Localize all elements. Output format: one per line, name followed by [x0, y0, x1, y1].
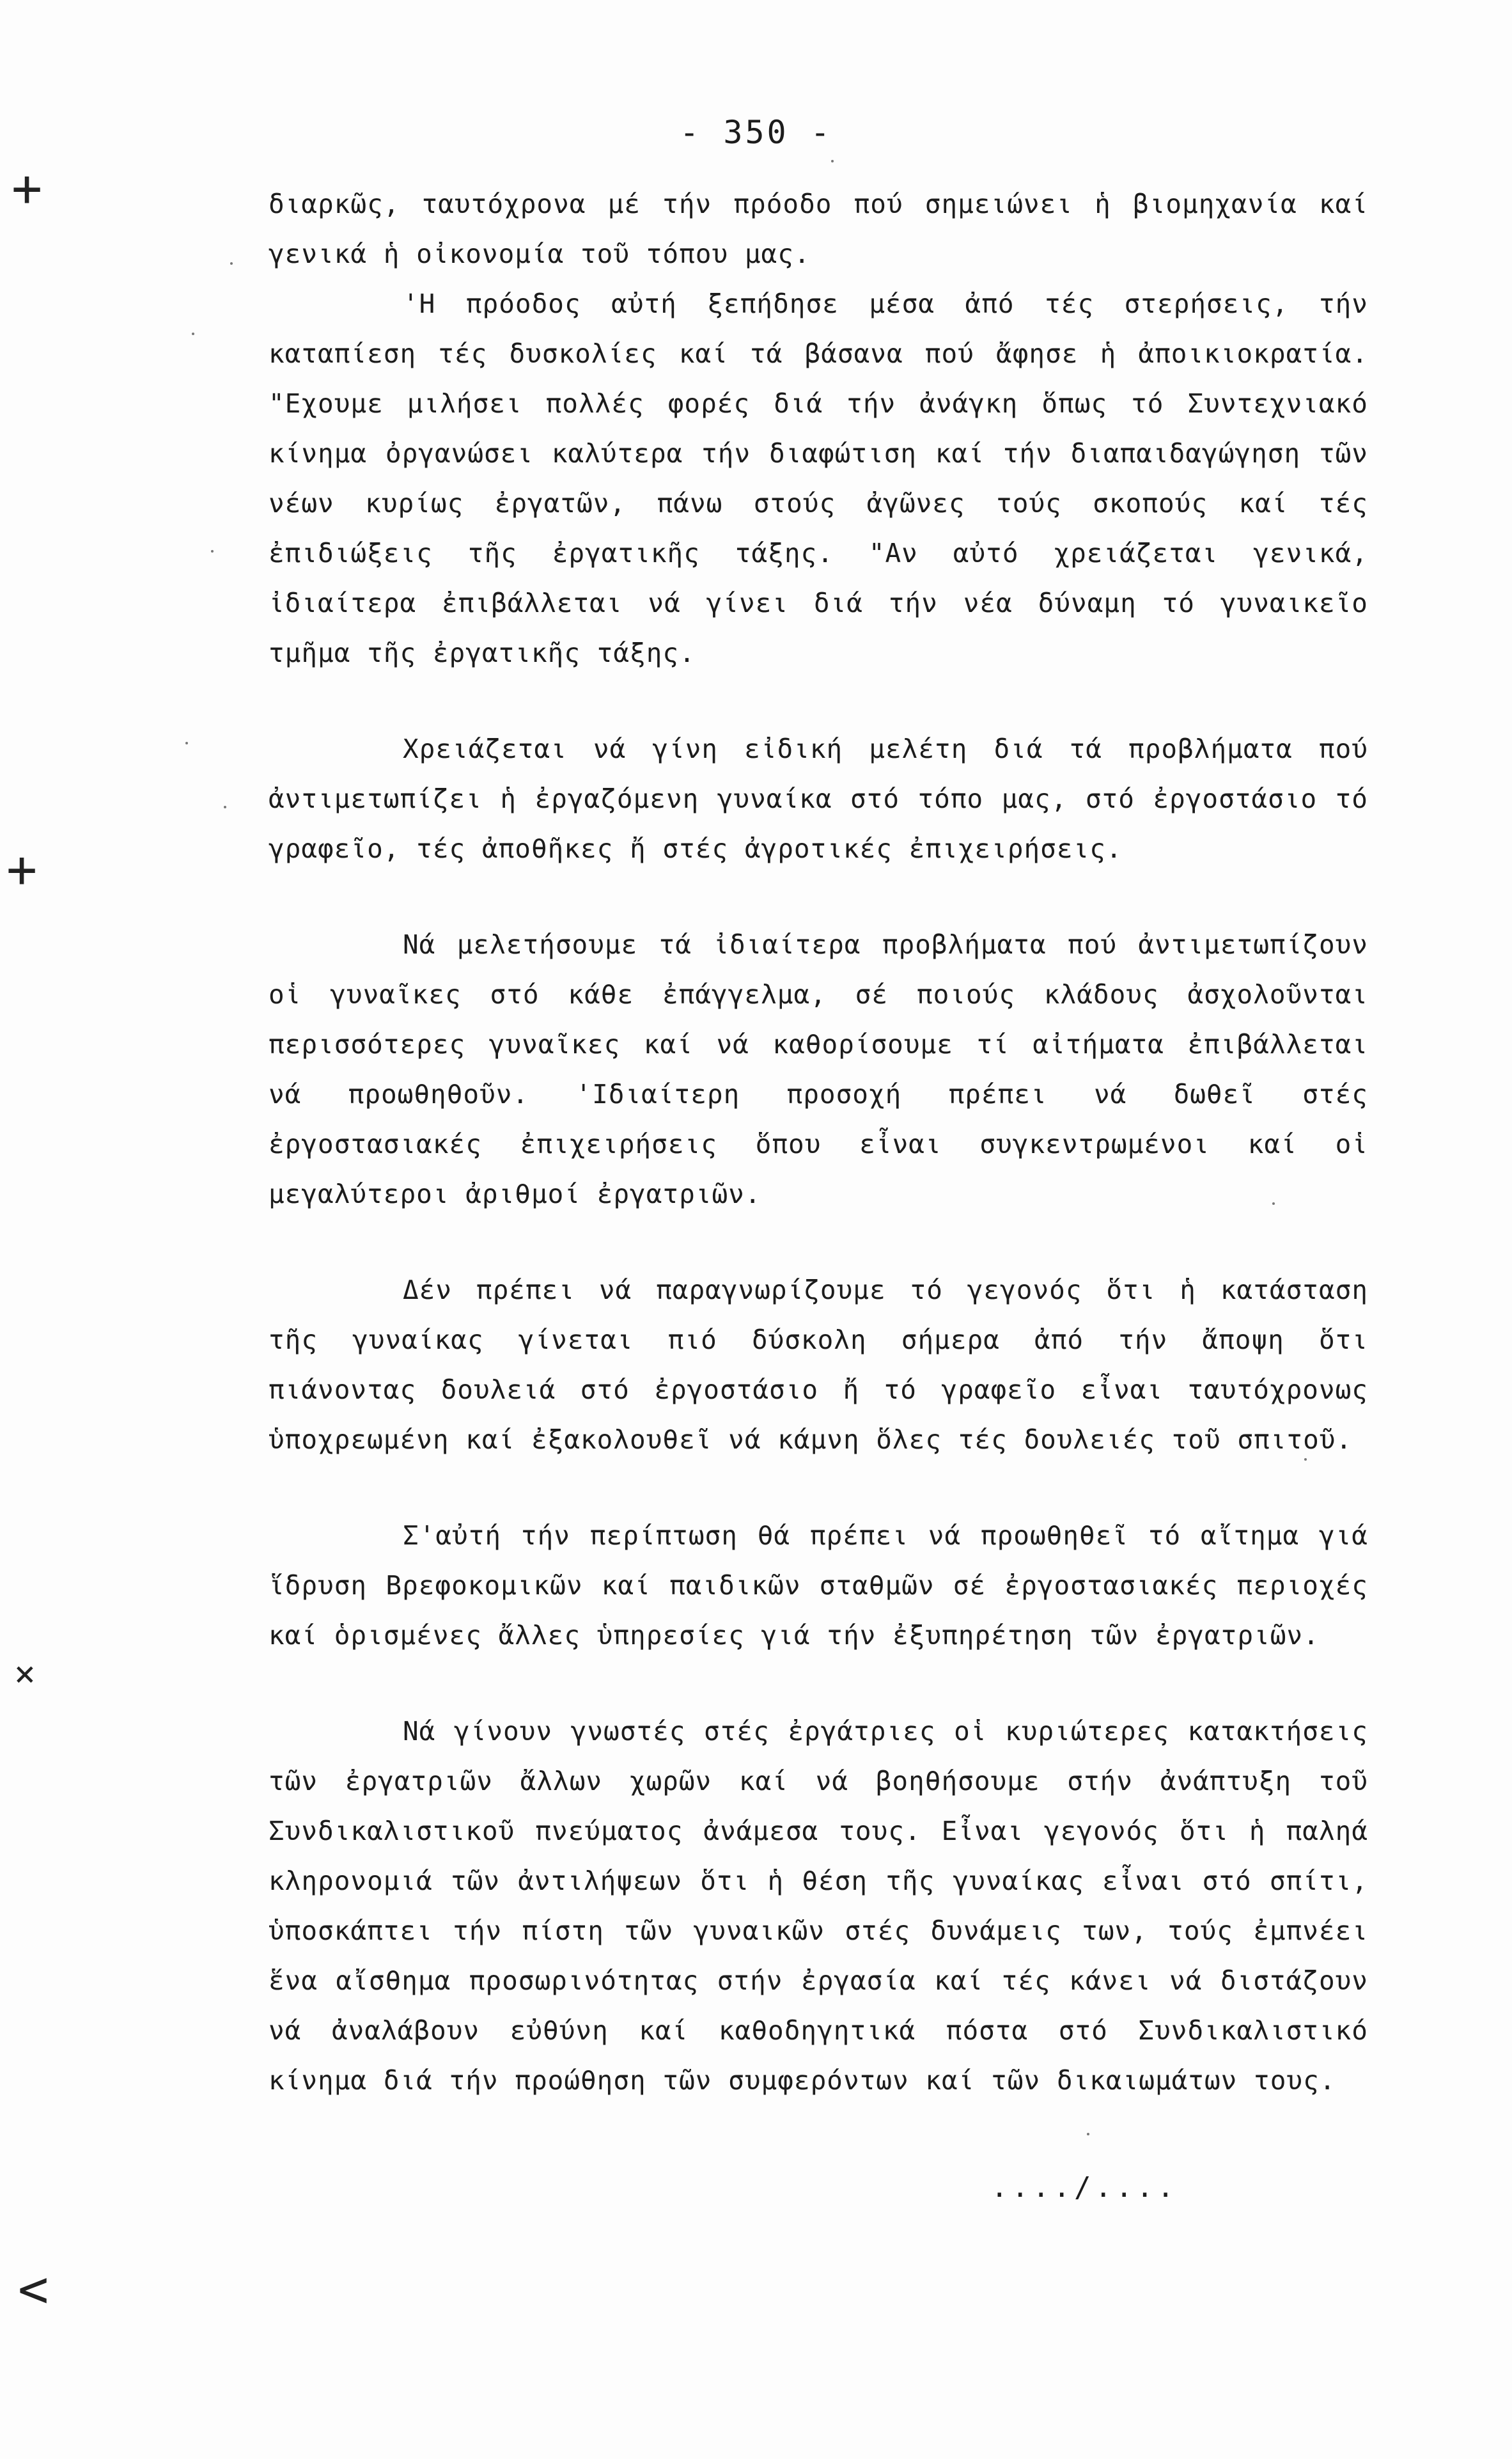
paragraph-1: διαρκῶς, ταυτόχρονα μέ τήν πρόοδο πού σημειώνει ἡ βιομηχανία καί γενικά ἡ οἰκονομία τοῦ τόπου μας. — [269, 189, 1368, 269]
scan-speck — [224, 806, 226, 808]
body-text — [269, 179, 1368, 2105]
paragraph-4: Νά μελετήσουμε τά ἰδιαίτερα προβλήματα πού ἀντιμετωπίζουν οἱ γυναῖκες στό κάθε ἐπάγγελμα, σέ ποιούς κλάδους ἀσχολοῦνται περισσότερες γυναῖκες καί νά καθορίσουμε τί αἰτήματα ἐπιβάλλεται νά προωθηθοῦν. 'Ιδιαίτερη προσοχή πρέπει νά δωθεῖ στές ἐργοστασιακές ἐπιχειρήσεις ὅπου εἶναι συγκεντρωμένοι καί οἱ μεγαλύτεροι ἀριθμοί ἐργατριῶν. — [269, 929, 1368, 1209]
scan-speck — [185, 742, 188, 744]
paragraph-5: Δέν πρέπει νά παραγνωρίζουμε τό γεγονός ὅτι ἡ κατάσταση τῆς γυναίκας γίνεται πιό δύσκολη σήμερα ἀπό τήν ἄποψη ὅτι πιάνοντας δουλειά στό ἐργοστάσιο ἤ τό γραφεῖο εἶναι ταυτόχρονως ὑποχρεωμένη καί ἐξακολουθεῖ νά κάμνη ὅλες τές δουλειές τοῦ σπιτοῦ. — [269, 1275, 1368, 1455]
scan-speck — [1087, 2133, 1089, 2135]
paragraph-6: Σ'αὐτή τήν περίπτωση θά πρέπει νά προωθηθεῖ τό αἴτημα γιά ἵδρυση Βρεφοκομικῶν καί παιδικῶν σταθμῶν σέ ἐργοστασιακές περιοχές καί ὁρισμένες ἄλλες ὑπηρεσίες γιά τήν ἐξυπηρέτηση τῶν ἐργατριῶν. — [269, 1520, 1368, 1651]
page-number: - 350 - — [680, 114, 832, 151]
scan-speck — [230, 262, 233, 265]
margin-cross-mark: + — [12, 159, 43, 218]
scan-speck — [831, 160, 834, 162]
scan-speck — [192, 333, 194, 335]
margin-cross-mark: + — [6, 840, 38, 899]
scan-speck — [211, 550, 214, 553]
margin-arrow-mark: < — [18, 2259, 49, 2319]
paragraph-7: Νά γίνουν γνωστές στές ἐργάτριες οἱ κυριώτερες κατακτήσεις τῶν ἐργατριῶν ἄλλων χωρῶν καί νά βοηθήσουμε στήν ἀνάπτυξη τοῦ Συνδικαλιστικοῦ πνεύματος ἀνάμεσα τους. Εἶναι γεγονός ὅτι ἡ παληά κληρονομιά τῶν ἀντιλήψεων ὅτι ἡ θέση τῆς γυναίκας εἶναι στό σπίτι, ὑποσκάπτει τήν πίστη τῶν γυναικῶν στές δυνάμεις των, τούς ἐμπνέει ἕνα αἴσθημα προσωρινότητας στήν ἐργασία καί τές κάνει νά διστάζουν νά ἀναλάβουν εὐθύνη καί καθοδηγητικά πόστα στό Συνδικαλιστικό κίνημα διά τήν προώθηση τῶν συμφερόντων καί τῶν δικαιωμάτων τους. — [269, 1716, 1368, 2096]
paragraph-2: 'Η πρόοδος αὐτή ξεπήδησε μέσα ἀπό τές στερήσεις, τήν καταπίεση τές δυσκολίες καί τά βάσανα πού ἄφησε ἡ ἀποικιοκρατία. "Εχουμε μιλήσει πολλές φορές διά τήν ἀνάγκη ὅπως τό Συντεχνιακό κίνημα ὀργανώσει καλύτερα τήν διαφώτιση καί τήν διαπαιδαγώγηση τῶν νέων κυρίως ἐργατῶν, πάνω στούς ἀγῶνες τούς σκοπούς καί τές ἐπιδιώξεις τῆς ἐργατικῆς τάξης. "Αν αὐτό χρειάζεται γενικά, ἰδιαίτερα ἐπιβάλλεται νά γίνει διά τήν νέα δύναμη τό γυναικεῖο τμῆμα τῆς ἐργατικῆς τάξης. — [269, 288, 1368, 668]
scan-speck — [1304, 1458, 1307, 1461]
scan-speck — [1272, 1202, 1275, 1205]
paragraph-3: Χρειάζεται νά γίνη εἰδική μελέτη διά τά προβλήματα πού ἀντιμετωπίζει ἡ ἐργαζόμενη γυναίκα στό τόπο μας, στό ἐργοστάσιο τό γραφεῖο, τές ἀποθῆκες ἤ στές ἀγροτικές ἐπιχειρήσεις. — [269, 734, 1368, 864]
continuation-marker: ..../.... — [991, 2171, 1178, 2204]
margin-x-mark: × — [14, 1653, 36, 1695]
